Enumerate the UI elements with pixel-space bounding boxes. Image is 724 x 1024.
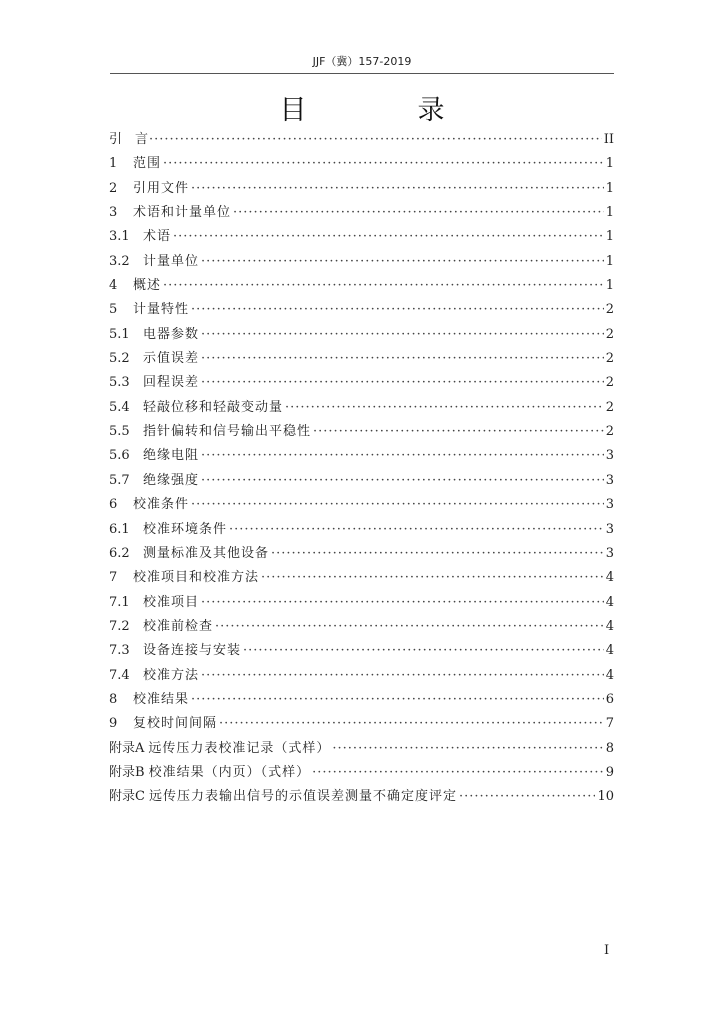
toc-leader-dots xyxy=(201,250,604,274)
toc-leader-dots xyxy=(312,761,604,785)
toc-entry-title: 设备连接与安装 xyxy=(143,643,242,659)
toc-leader-dots xyxy=(313,420,604,444)
toc-entry-page: II xyxy=(603,132,614,147)
toc-entry-title: 绝缘强度 xyxy=(143,472,200,488)
toc-entry[interactable] xyxy=(109,542,614,566)
toc-entry[interactable] xyxy=(109,128,614,152)
toc-entry-page: 4 xyxy=(605,643,614,659)
toc-entry-number: 7.1 xyxy=(109,594,130,610)
toc-entry-title: 远传压力表校准记录（式样） xyxy=(148,740,331,756)
toc-leader-dots xyxy=(201,469,604,493)
toc-entry-page: 3 xyxy=(605,472,614,488)
toc-entry-title: 计量单位 xyxy=(143,253,200,269)
toc-entry[interactable] xyxy=(109,469,614,493)
toc-entry-page: 9 xyxy=(605,764,614,780)
toc-entry-page: 1 xyxy=(605,205,614,221)
toc-entry-page: 2 xyxy=(605,302,614,318)
toc-entry-title: 复校时间间隔 xyxy=(133,716,218,732)
toc-entry-number: 5.4 xyxy=(109,399,130,415)
toc-entry-number: 5.7 xyxy=(109,472,130,488)
toc-leader-dots xyxy=(201,347,604,371)
toc-leader-dots xyxy=(173,225,604,249)
toc-entry-page: 4 xyxy=(605,667,614,683)
toc-leader-dots xyxy=(261,566,604,590)
toc-entry-number: 5.5 xyxy=(109,424,130,440)
toc-entry-title: 指针偏转和信号输出平稳性 xyxy=(143,424,312,440)
toc-entry-number: 6.2 xyxy=(109,545,130,561)
table-of-contents xyxy=(109,128,614,810)
toc-entry-number: 5.2 xyxy=(109,351,130,367)
toc-entry[interactable] xyxy=(109,177,614,201)
toc-entry-title: 概述 xyxy=(133,278,162,294)
toc-entry-number: 8 xyxy=(109,691,118,707)
toc-leader-dots xyxy=(201,664,604,688)
toc-entry[interactable] xyxy=(109,152,614,176)
toc-entry[interactable] xyxy=(109,518,614,542)
footer-page-number: I xyxy=(604,943,610,958)
toc-entry-page: 4 xyxy=(605,570,614,586)
toc-entry[interactable] xyxy=(109,566,614,590)
toc-entry-title: 校准项目 xyxy=(143,594,200,610)
toc-leader-dots xyxy=(191,298,604,322)
toc-entry-page: 1 xyxy=(605,180,614,196)
toc-entry[interactable] xyxy=(109,250,614,274)
toc-entry-title: 校准结果（内页）（式样） xyxy=(148,764,311,780)
toc-leader-dots xyxy=(163,274,604,298)
toc-entry[interactable] xyxy=(109,615,614,639)
toc-entry[interactable] xyxy=(109,201,614,225)
toc-entry[interactable] xyxy=(109,420,614,444)
toc-leader-dots xyxy=(201,323,604,347)
toc-entry-page: 3 xyxy=(605,497,614,513)
toc-entry-page: 1 xyxy=(605,156,614,172)
toc-entry-page: 6 xyxy=(605,691,614,707)
toc-entry[interactable] xyxy=(109,225,614,249)
toc-entry-number: 附录C xyxy=(109,789,145,805)
toc-entry[interactable] xyxy=(109,493,614,517)
toc-entry-number: 7.2 xyxy=(109,618,130,634)
toc-entry-number: 3.2 xyxy=(109,253,130,269)
toc-entry[interactable] xyxy=(109,785,614,809)
toc-leader-dots xyxy=(191,688,604,712)
toc-entry-title: 校准前检查 xyxy=(143,618,214,634)
toc-entry-title: 绝缘电阻 xyxy=(143,448,200,464)
toc-leader-dots xyxy=(201,591,604,615)
toc-entry-page: 2 xyxy=(605,375,614,391)
toc-entry-number: 5 xyxy=(109,302,118,318)
toc-entry-number: 引 言 xyxy=(109,132,149,147)
toc-entry-page: 2 xyxy=(605,326,614,342)
toc-entry-number: 7 xyxy=(109,570,118,586)
toc-entry-page: 2 xyxy=(605,351,614,367)
toc-entry-title: 回程误差 xyxy=(143,375,200,391)
toc-entry-page: 1 xyxy=(605,278,614,294)
toc-entry-page: 3 xyxy=(605,545,614,561)
toc-entry-title: 电器参数 xyxy=(143,326,200,342)
toc-entry-page: 3 xyxy=(605,521,614,537)
toc-entry-title: 示值误差 xyxy=(143,351,200,367)
toc-entry-page: 1 xyxy=(605,253,614,269)
toc-leader-dots xyxy=(163,152,604,176)
toc-leader-dots xyxy=(271,542,604,566)
toc-entry-number: 3.1 xyxy=(109,229,130,245)
toc-entry[interactable] xyxy=(109,274,614,298)
toc-entry[interactable] xyxy=(109,298,614,322)
toc-entry[interactable] xyxy=(109,639,614,663)
document-code-header: JJF（冀）157-2019 xyxy=(312,55,412,68)
toc-entry-number: 附录A xyxy=(109,740,145,756)
toc-entry-page: 3 xyxy=(605,448,614,464)
toc-leader-dots xyxy=(332,737,603,761)
toc-entry-page: 2 xyxy=(605,399,614,415)
toc-entry[interactable] xyxy=(109,737,614,761)
toc-entry-number: 7.3 xyxy=(109,643,130,659)
toc-entry-page: 4 xyxy=(605,618,614,634)
toc-entry-number: 7.4 xyxy=(109,667,130,683)
toc-entry-title: 校准条件 xyxy=(133,497,190,513)
toc-entry[interactable] xyxy=(109,371,614,395)
toc-entry-title: 范围 xyxy=(133,156,162,172)
toc-entry[interactable] xyxy=(109,444,614,468)
toc-entry-title: 引用文件 xyxy=(133,180,190,196)
toc-entry-title: 计量特性 xyxy=(133,302,190,318)
toc-leader-dots xyxy=(459,785,595,809)
toc-entry-title: 术语 xyxy=(143,229,172,245)
toc-entry-number: 附录B xyxy=(109,764,145,780)
toc-entry[interactable] xyxy=(109,761,614,785)
toc-leader-dots xyxy=(201,444,604,468)
toc-entry-title: 校准结果 xyxy=(133,691,190,707)
toc-entry-number: 6.1 xyxy=(109,521,130,537)
toc-entry[interactable] xyxy=(109,323,614,347)
toc-entry-page: 2 xyxy=(605,424,614,440)
header-rule xyxy=(110,73,614,74)
toc-entry-number: 5.6 xyxy=(109,448,130,464)
toc-entry-number: 5.1 xyxy=(109,326,130,342)
toc-entry-page: 10 xyxy=(597,789,614,805)
toc-leader-dots xyxy=(191,177,604,201)
toc-entry-title: 测量标准及其他设备 xyxy=(143,545,270,561)
toc-entry-title: 术语和计量单位 xyxy=(133,205,232,221)
toc-entry[interactable] xyxy=(109,664,614,688)
toc-entry[interactable] xyxy=(109,688,614,712)
page-title: 目 录 xyxy=(279,95,487,126)
toc-leader-dots xyxy=(201,371,604,395)
toc-entry-number: 1 xyxy=(109,156,118,172)
toc-entry-page: 4 xyxy=(605,594,614,610)
toc-entry-title: 校准方法 xyxy=(143,667,200,683)
toc-leader-dots xyxy=(149,128,602,152)
toc-entry-number: 2 xyxy=(109,180,118,196)
toc-entry-page: 7 xyxy=(605,716,614,732)
toc-leader-dots xyxy=(191,493,604,517)
toc-entry[interactable] xyxy=(109,347,614,371)
toc-leader-dots xyxy=(229,518,604,542)
toc-entry[interactable] xyxy=(109,591,614,615)
toc-entry-number: 4 xyxy=(109,278,118,294)
toc-entry[interactable] xyxy=(109,396,614,420)
toc-entry-number: 6 xyxy=(109,497,118,513)
toc-entry-number: 5.3 xyxy=(109,375,130,391)
toc-entry-page: 8 xyxy=(605,740,614,756)
toc-entry-title: 校准环境条件 xyxy=(143,521,228,537)
toc-entry-page: 1 xyxy=(605,229,614,245)
toc-leader-dots xyxy=(215,615,604,639)
toc-leader-dots xyxy=(243,639,604,663)
toc-entry-number: 3 xyxy=(109,205,118,221)
toc-entry-number: 9 xyxy=(109,716,118,732)
toc-leader-dots xyxy=(233,201,604,225)
toc-entry-title: 远传压力表输出信号的示值误差测量不确定度评定 xyxy=(148,789,457,805)
toc-entry[interactable] xyxy=(109,712,614,736)
toc-entry-title: 轻敲位移和轻敲变动量 xyxy=(143,399,284,415)
toc-entry-title: 校准项目和校准方法 xyxy=(133,570,260,586)
toc-leader-dots xyxy=(285,396,604,420)
toc-leader-dots xyxy=(219,712,604,736)
